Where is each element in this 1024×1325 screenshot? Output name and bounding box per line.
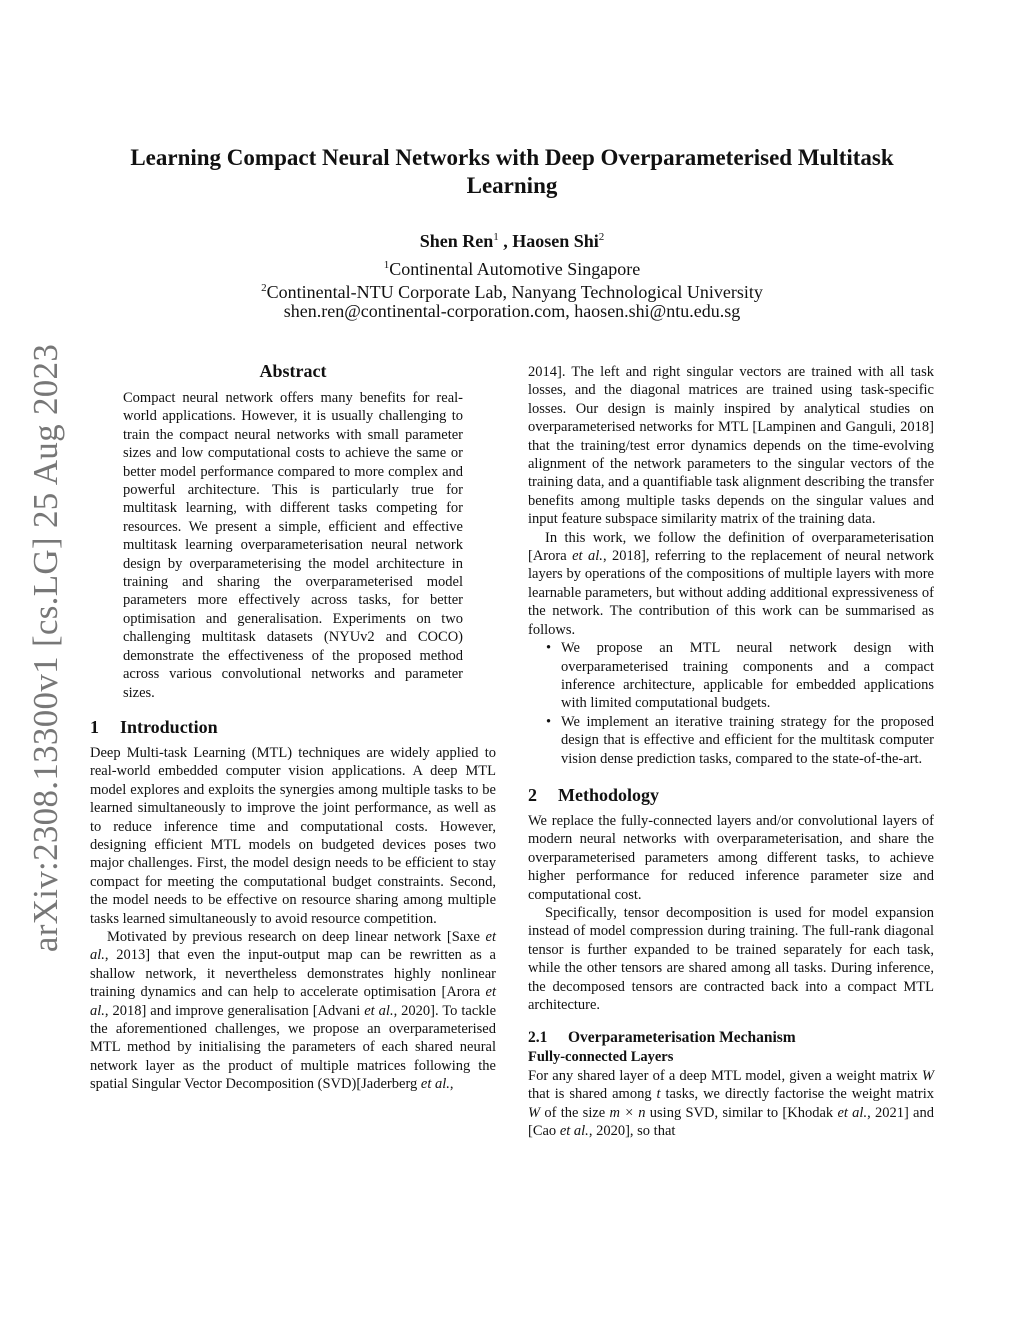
citation-etal: et al.	[420, 1076, 450, 1093]
author-list	[90, 226, 934, 252]
text-run: , 2020], so that	[588, 1123, 676, 1140]
affiliation-mark: 1	[383, 259, 390, 271]
section-heading-introduction	[90, 716, 496, 738]
text-run: Motivated by previous research on deep linear network [Saxe	[107, 928, 486, 945]
citation-etal: et al.	[572, 548, 603, 565]
intro-paragraph-2	[90, 928, 496, 1094]
methodology-paragraph-1: We replace the fully-connected layers and/or convolutional layers of modern neural networks with overparameterisation, and share the overparameterised parameters among different tasks, to achieve higher performance for reduced inference parameter size and computational cost.	[528, 812, 934, 903]
intro-paragraph-2-continued: 2014]. The left and right singular vectors are trained with all task losses, and the diagonal matrices are trained using task-specific losses. Our design is mainly inspired by analytical studies on overparameterised networks for MTL [Lampinen and Ganguli, 2018] that the training/test error dynamics depends on the time-evolving alignment of the network parameters to the singular vectors of the training data, and a quantifiable task alignment describing the transfer benefits among multiple tasks depends on the singular values and input feature subspace similarity matrix of the training data.	[528, 364, 934, 528]
section-heading-methodology	[528, 784, 934, 806]
text-run: For any shared layer of a deep MTL model, given a weight matrix	[528, 1067, 922, 1084]
math-symbol: m × n	[609, 1104, 646, 1121]
affiliation-mark: 2	[261, 282, 267, 294]
text-run: , 2018] and improve generalisation [Advani	[104, 1002, 365, 1019]
text-run: of the size	[540, 1104, 610, 1121]
math-symbol: W	[921, 1067, 934, 1084]
arxiv-identifier: arXiv:2308.13300v1 [cs.LG] 25 Aug 2023	[26, 343, 65, 953]
list-item	[546, 713, 934, 768]
contribution-list	[528, 639, 934, 768]
math-symbol: t	[656, 1086, 661, 1103]
intro-paragraph-1: Deep Multi-task Learning (MTL) techniques are widely applied to real-world embedded computer vision applications. A deep MTL model explores and exploits the synergies among multiple tasks to be learned simultaneously to improve the joint performance, as well as to reduce inference time and computational costs. However, designing efficient MTL models on budgeted devices poses two major challenges. First, the model design needs to be efficient to stay compact for meeting the computational budget constraints. Second, the model needs to be effective on resource sharing among multiple tasks learned simultaneously to avoid resource competition.	[90, 744, 496, 927]
author-affiliation-mark: 1	[493, 231, 499, 243]
subsection-title: Overparameterisation Mechanism	[568, 1029, 796, 1047]
text-run: tasks, we directly factorise the weight matrix	[660, 1086, 934, 1103]
text-run: , 2020]. To tackle the aforementioned challenges, we propose an overparameterised MTL method by initialising the parameters of each shared neural network layer as the product of multiple matrices following the spatial Singular Vector Decomposition (SVD)[Jaderberg	[90, 1002, 497, 1093]
subsection-heading	[528, 1028, 934, 1048]
citation-etal: et al.	[364, 1002, 394, 1019]
list-item-text: We implement an iterative training strategy for the proposed design that is effective and efficient for the multitask computer vision dense prediction tasks, compared to the state-of-the-art.	[561, 713, 934, 767]
text-run: , 2021] and [Cao	[528, 1104, 934, 1140]
list-item	[546, 639, 934, 713]
text-run: that is shared among	[528, 1086, 657, 1103]
intro-paragraph-3	[528, 529, 934, 639]
author-name: Shen Ren	[419, 231, 494, 251]
paper-title: Learning Compact Neural Networks with Deep Overparameterised Multitask Learning	[130, 145, 894, 198]
section-title: Methodology	[558, 784, 659, 805]
citation-etal: et al.	[90, 928, 496, 964]
section-title: Introduction	[120, 716, 218, 737]
affiliation-text: Continental Automotive Singapore	[389, 259, 641, 279]
text-run: ,	[449, 1076, 454, 1093]
text-run: In this work, we follow the definition of overparameterisation [Arora	[528, 529, 934, 565]
citation-etal: et al.	[837, 1104, 868, 1121]
paragraph-heading: Fully-connected Layers	[528, 1049, 674, 1066]
section-number: 1	[90, 716, 99, 737]
methodology-paragraph-3	[528, 1067, 934, 1141]
text-run: , 2018], referring to the replacement of neural network layers by operations of the compositions of multiple layers with more learnable parameters, but without adding additional expressiveness of the network. The contribution of this work can be summarised as follows.	[528, 548, 935, 638]
author-separator: ,	[498, 231, 513, 251]
list-item-text: We propose an MTL neural network design with overparameterised training components and a compact inference architecture, applicable for embedded applications with limited computational budgets.	[561, 640, 934, 712]
right-column	[528, 363, 934, 1140]
math-symbol: W	[528, 1104, 541, 1121]
subsection-number: 2.1	[528, 1029, 548, 1047]
bullet-icon: •	[546, 640, 552, 657]
author-emails: shen.ren@continental-corporation.com, haosen.shi@ntu.edu.sg	[283, 301, 741, 321]
citation-etal: et al.	[559, 1123, 589, 1140]
left-column	[90, 360, 496, 1094]
section-number: 2	[528, 784, 537, 805]
bullet-icon: •	[546, 713, 552, 730]
text-run: using SVD, similar to [Khodak	[645, 1104, 838, 1121]
author-affiliation-mark: 2	[598, 231, 605, 243]
citation-etal: et al.	[90, 984, 496, 1019]
abstract-text: Compact neural network offers many benefits for real-world applications. However, it is usually challenging to train the compact neural networks with small parameter sizes and low computational costs to achieve the same or better model performance compared to more complex and powerful architecture. This is particularly true for multitask learning, with different tasks competing for resources. We present a simple, efficient and effective multitask learning overparameterisation neural network design by overparameterising the model architecture in training and sharing the overparameterised model parameters more effectively across tasks, for better optimisation and generalisation. Experiments on two challenging multitask datasets (NYUv2 and COCO) demonstrate the effectiveness of the proposed method across various convolutional networks and parameter sizes.	[123, 390, 463, 701]
abstract-heading: Abstract	[259, 361, 327, 381]
affiliation-text: Continental-NTU Corporate Lab, Nanyang Technological University	[266, 282, 763, 302]
text-run: , 2013] that even the input-output map can be rewritten as a shallow network, it nevertheless demonstrates highly nonlinear training dynamics and can help to accelerate optimisation [Arora	[90, 947, 496, 1001]
methodology-paragraph-2: Specifically, tensor decomposition is used for model expansion instead of model compression during training. The full-rank diagonal tensor is further expanded to be trained separately for each task, while the other tensors are shared among all tasks. During inference, the decomposed tensors are contracted back into a compact MTL architecture.	[528, 904, 934, 1013]
author-name: Haosen Shi	[512, 231, 599, 251]
